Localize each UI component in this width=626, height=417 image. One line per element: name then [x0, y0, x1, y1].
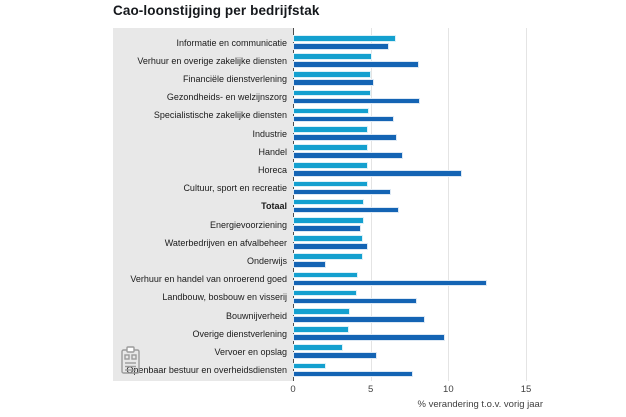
- x-tick-label-10: 10: [443, 384, 454, 395]
- category-label: Landbouw, bosbouw en visserij: [162, 292, 287, 303]
- bar-upper-bar-light-blue[interactable]: [293, 53, 372, 60]
- bar-upper-bar-light-blue[interactable]: [293, 308, 350, 315]
- bar-chart: [113, 28, 626, 410]
- bar-upper-bar-light-blue[interactable]: [293, 217, 364, 224]
- bar-upper-bar-light-blue[interactable]: [293, 108, 369, 115]
- bar-lower-bar-dark-blue[interactable]: [293, 152, 403, 159]
- bar-upper-bar-light-blue[interactable]: [293, 181, 368, 188]
- bar-lower-bar-dark-blue[interactable]: [293, 298, 417, 305]
- gridline-15: [526, 28, 527, 381]
- x-tick-label-0: 0: [290, 384, 296, 395]
- bar-lower-bar-dark-blue[interactable]: [293, 189, 391, 196]
- bar-upper-bar-light-blue[interactable]: [293, 35, 396, 42]
- category-label: Industrie: [252, 128, 287, 139]
- bar-lower-bar-dark-blue[interactable]: [293, 43, 389, 50]
- category-label: Waterbedrijven en afvalbeheer: [164, 237, 287, 248]
- category-label: Cultuur, sport en recreatie: [183, 183, 287, 194]
- bar-lower-bar-dark-blue[interactable]: [293, 79, 374, 86]
- bar-upper-bar-light-blue[interactable]: [293, 363, 326, 370]
- bar-lower-bar-dark-blue[interactable]: [293, 98, 420, 105]
- chart-title: Cao-loonstijging per bedrijfstak: [113, 3, 320, 18]
- category-label: Overige dienstverlening: [192, 328, 287, 339]
- category-label: Specialistische zakelijke diensten: [153, 110, 287, 121]
- gridline-10: [448, 28, 449, 381]
- bar-upper-bar-light-blue[interactable]: [293, 344, 343, 351]
- category-label: Openbaar bestuur en overheidsdiensten: [126, 365, 287, 376]
- bar-lower-bar-dark-blue[interactable]: [293, 316, 425, 323]
- bar-lower-bar-dark-blue[interactable]: [293, 334, 445, 341]
- bar-upper-bar-light-blue[interactable]: [293, 90, 371, 97]
- bar-upper-bar-light-blue[interactable]: [293, 290, 357, 297]
- bar-upper-bar-light-blue[interactable]: [293, 126, 368, 133]
- category-label: Onderwijs: [246, 255, 287, 266]
- bar-upper-bar-light-blue[interactable]: [293, 144, 368, 151]
- category-label: Gezondheids- en welzijnszorg: [166, 92, 287, 103]
- category-label: Vervoer en opslag: [214, 346, 287, 357]
- bar-upper-bar-light-blue[interactable]: [293, 272, 358, 279]
- category-label: Bouwnijverheid: [225, 310, 287, 321]
- bar-lower-bar-dark-blue[interactable]: [293, 261, 326, 268]
- bar-upper-bar-light-blue[interactable]: [293, 235, 363, 242]
- category-label: Handel: [258, 146, 287, 157]
- bar-upper-bar-light-blue[interactable]: [293, 71, 371, 78]
- category-label: Verhuur en overige zakelijke diensten: [137, 55, 287, 66]
- bar-upper-bar-light-blue[interactable]: [293, 326, 349, 333]
- bar-lower-bar-dark-blue[interactable]: [293, 371, 413, 378]
- bar-lower-bar-dark-blue[interactable]: [293, 243, 368, 250]
- bar-lower-bar-dark-blue[interactable]: [293, 225, 361, 232]
- bar-lower-bar-dark-blue[interactable]: [293, 207, 399, 214]
- bar-upper-bar-light-blue[interactable]: [293, 162, 368, 169]
- x-axis-label: % verandering t.o.v. vorig jaar: [417, 399, 543, 410]
- bar-lower-bar-dark-blue[interactable]: [293, 280, 487, 287]
- bar-lower-bar-dark-blue[interactable]: [293, 352, 377, 359]
- bar-lower-bar-dark-blue[interactable]: [293, 61, 419, 68]
- x-tick-label-15: 15: [520, 384, 532, 395]
- bar-upper-bar-light-blue[interactable]: [293, 253, 363, 260]
- bar-lower-bar-dark-blue[interactable]: [293, 116, 394, 123]
- x-tick-label-5: 5: [368, 384, 374, 395]
- bar-lower-bar-dark-blue[interactable]: [293, 134, 397, 141]
- category-label: Verhuur en handel van onroerend goed: [130, 274, 287, 285]
- category-label: Financiële dienstverlening: [182, 73, 287, 84]
- category-label: Horeca: [257, 164, 287, 175]
- category-label: Energievoorziening: [209, 219, 287, 230]
- table-clipboard-icon: [120, 346, 141, 375]
- category-label: Totaal: [261, 201, 287, 212]
- bar-lower-bar-dark-blue[interactable]: [293, 170, 462, 177]
- category-label: Informatie en communicatie: [176, 37, 287, 48]
- bar-upper-bar-light-blue[interactable]: [293, 199, 364, 206]
